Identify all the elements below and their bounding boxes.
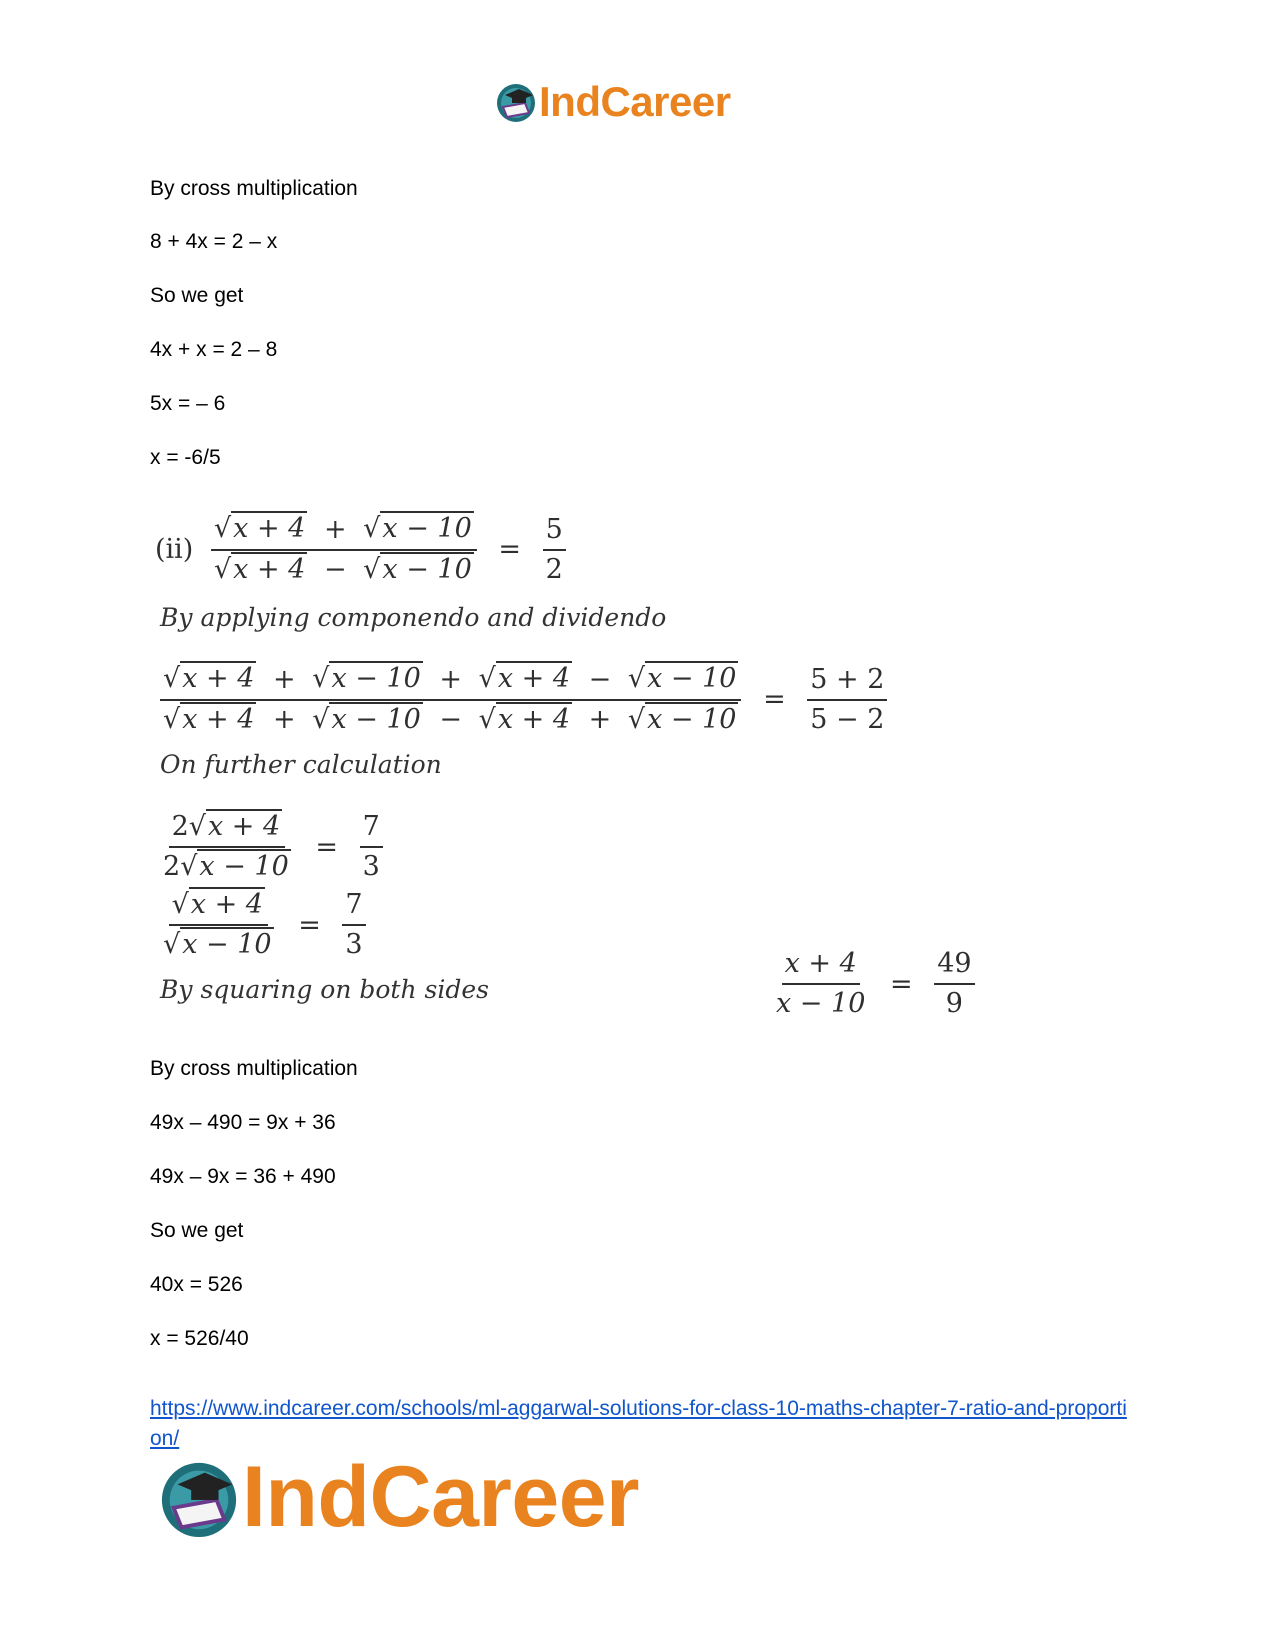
math-fraction: $\frac{√x + 4 + √x - 10}{√x + 4 - √x - 10}$ [211,510,477,589]
math-caption: On further calculation [160,750,442,779]
source-link[interactable]: https://www.indcareer.com/schools/ml-aggarwal-solutions-for-class-10-maths-chapter-7-ratio-and-proportion/ [150,1397,1127,1450]
math-equation-squared: $\frac{x + 4}{x - 10}$ = $\frac{49}{9}$ [768,945,980,1023]
radical: √x − 10 [363,513,472,544]
radical: √x + 4 [213,513,306,544]
header-logo [495,78,731,126]
graduation-book-icon [158,1457,240,1539]
math-fraction: $\frac{49}{9}$ [934,945,974,1023]
equation-line: 8 + 4x = 2 – x [150,230,278,253]
math-fraction: $\frac{√x + 4}{√x - 10}$ [160,886,277,964]
text-line: By cross multiplication [150,1057,358,1080]
text-line: So we get [150,1219,244,1242]
equation-line: x = -6/5 [150,446,221,469]
math-caption: By squaring on both sides [160,975,489,1004]
math-equation-ii: (ii) $\frac{√x + 4 + √x - 10}{√x + 4 - √x - 10}$ = $\frac{5}{2}$ [155,510,571,589]
math-equation-further-1: $\frac{2√x + 4}{2√x - 10}$ = $\frac{7}{3}$ [155,808,388,886]
radical: √x − 10 [363,553,472,585]
equation-line: x = 526/40 [150,1327,249,1350]
text-line: So we get [150,284,244,307]
math-fraction: $\frac{5 + 2}{5 - 2}$ [807,661,887,739]
part-label: (ii) [155,534,194,565]
math-fraction: √x + 4 + √x − 10 + √x + 4 − √x − 10 √x + 4 + √x − 10 − √x + 4 + √x − 10 [160,660,741,739]
equation-line: 49x – 490 = 9x + 36 [150,1111,336,1134]
equation-line: 5x = – 6 [150,392,226,415]
radical: √x + 4 [213,553,306,585]
footer-logo [158,1448,639,1547]
math-fraction: $\frac{7}{3}$ [360,808,383,886]
graduation-book-icon [495,81,537,123]
math-caption: By applying componendo and dividendo [160,603,667,632]
math-equation-further-2: $\frac{√x + 4}{√x - 10}$ = $\frac{7}{3}$ [155,886,371,964]
equation-line: 40x = 526 [150,1273,243,1296]
equation-line: 49x – 9x = 36 + 490 [150,1165,336,1188]
math-fraction: $\frac{2√x + 4}{2√x - 10}$ [160,808,294,886]
text-line: By cross multiplication [150,177,358,200]
math-fraction: $\frac{x + 4}{x - 10}$ [773,945,868,1023]
header-logo-text: IndCareer [539,78,731,125]
math-equation-componendo: √x + 4 + √x − 10 + √x + 4 − √x − 10 √x + 4 + √x − 10 − √x + 4 + √x − 10 = $\frac{5 + 2}{5 - 2}$ [155,660,892,739]
equation-line: 4x + x = 2 – 8 [150,338,278,361]
footer-logo-text: IndCareer [242,1449,639,1545]
math-fraction: $\frac{7}{3}$ [342,886,365,964]
math-fraction: $\frac{5}{2}$ [543,511,566,589]
